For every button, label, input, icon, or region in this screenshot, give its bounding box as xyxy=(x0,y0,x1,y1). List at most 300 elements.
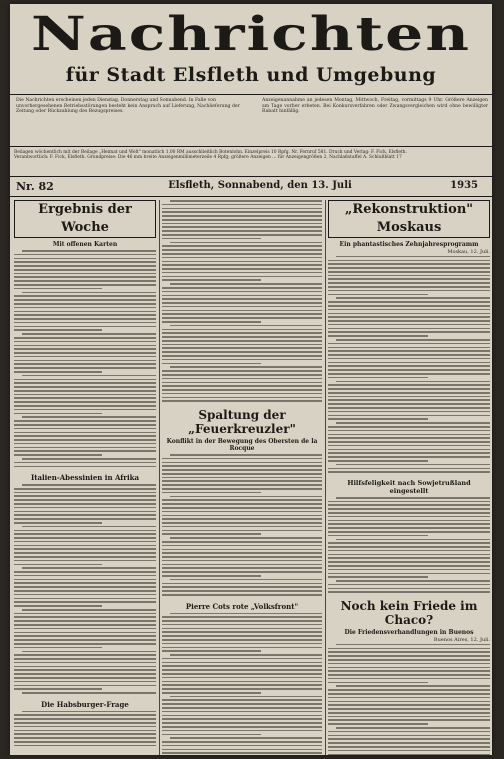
text-line xyxy=(328,712,490,714)
masthead-title: Nachrichten xyxy=(31,6,471,62)
text-line xyxy=(328,565,490,567)
text-line xyxy=(14,647,102,649)
text-line xyxy=(328,354,490,356)
newspaper-page xyxy=(10,4,492,755)
text-line xyxy=(14,745,156,747)
text-line xyxy=(14,329,102,331)
publisher-band-line: Verantwortlich: F. Fick, Elsfleth. Grundpreise: Die 46 mm breite Anzeigenmillimeterzeile 4 Rpfg; größere Anzeigen ... für Anzeigengrößen 2, Nachlaßstaffel A. Schlußblatt 17 xyxy=(14,155,402,161)
text-line xyxy=(14,586,156,588)
text-line xyxy=(328,309,490,311)
text-line xyxy=(162,488,322,490)
text-line xyxy=(162,590,322,592)
text-line xyxy=(14,624,156,626)
text-line xyxy=(162,279,261,281)
text-line xyxy=(328,305,490,307)
text-line xyxy=(162,620,322,622)
text-line xyxy=(14,326,156,328)
text-line xyxy=(14,575,156,577)
text-line xyxy=(162,306,322,308)
text-line xyxy=(170,696,322,698)
masthead-subtitle: für Stadt Elsfleth und Umgebung xyxy=(65,64,437,86)
text-line xyxy=(14,265,156,267)
text-line xyxy=(328,290,490,292)
section-heading: Pierre Cots rote „Volksfront" xyxy=(185,601,299,611)
text-line xyxy=(328,735,490,737)
text-line xyxy=(328,399,490,401)
text-line xyxy=(14,635,156,637)
article-body xyxy=(162,613,322,756)
text-line xyxy=(328,365,490,367)
text-line xyxy=(170,496,322,498)
text-line xyxy=(162,310,322,312)
text-line xyxy=(162,287,322,289)
text-line xyxy=(14,722,156,724)
article-body xyxy=(328,256,490,473)
text-line xyxy=(14,533,156,535)
text-line xyxy=(328,746,490,748)
text-line xyxy=(328,347,490,349)
text-line xyxy=(328,738,490,740)
text-line xyxy=(328,388,490,390)
text-line xyxy=(14,295,156,297)
article-body xyxy=(328,644,490,755)
text-line xyxy=(162,253,322,255)
section-heading: Hilfsfeligkeit nach Sowjetrußland eingestellt xyxy=(347,478,471,495)
text-line xyxy=(162,718,322,720)
text-line xyxy=(14,688,102,690)
text-line xyxy=(162,272,322,274)
text-line xyxy=(328,557,490,559)
text-line xyxy=(328,655,490,657)
article-body xyxy=(14,250,156,467)
text-line xyxy=(162,511,322,513)
text-line xyxy=(162,355,322,357)
text-line xyxy=(14,386,156,388)
text-line xyxy=(14,714,156,716)
text-line xyxy=(328,697,490,699)
text-line xyxy=(328,754,490,756)
text-line xyxy=(162,264,322,266)
text-line xyxy=(162,249,322,251)
text-line xyxy=(14,337,156,339)
text-line xyxy=(162,681,322,683)
text-line xyxy=(328,415,490,417)
text-line xyxy=(170,242,322,244)
text-line xyxy=(14,382,156,384)
text-line xyxy=(162,658,322,660)
text-line xyxy=(14,367,156,369)
text-line xyxy=(162,234,322,236)
text-line xyxy=(328,670,490,672)
text-line xyxy=(328,350,490,352)
section-heading: Die Habsburger-Frage xyxy=(41,699,129,709)
text-line xyxy=(162,295,322,297)
text-line xyxy=(162,238,261,240)
text-line xyxy=(162,722,322,724)
text-line xyxy=(14,348,156,350)
text-line xyxy=(162,363,261,365)
text-line xyxy=(14,345,156,347)
text-line xyxy=(14,439,156,441)
text-line xyxy=(162,268,322,270)
text-line xyxy=(14,518,156,520)
imprint-left: Die Nachrichten erscheinen jeden Dienstag, Donnerstag und Sonnabend. In Falle von unvorhergesehenen Betriebsstörungen besteht kein Anspruch auf Lieferung, Nachlieferung der Zeitung oder Rückzahlung des Bezugspreises. xyxy=(16,98,240,115)
text-line xyxy=(22,484,156,486)
issue-year: 1935 xyxy=(450,180,478,191)
text-line xyxy=(22,651,156,653)
text-line xyxy=(162,477,322,479)
text-line xyxy=(162,336,322,338)
section-heading: Italien-Abessinien in Afrika xyxy=(30,473,140,483)
text-line xyxy=(14,628,156,630)
text-line xyxy=(14,530,156,532)
column-3-headline: „Rekonstruktion" Moskaus xyxy=(328,200,490,238)
text-line xyxy=(162,715,322,717)
text-line xyxy=(170,325,322,327)
text-line xyxy=(14,401,156,403)
text-line xyxy=(14,311,156,313)
text-line xyxy=(328,648,490,650)
text-line xyxy=(328,561,490,563)
text-line xyxy=(14,673,156,675)
text-line xyxy=(14,273,156,275)
text-line xyxy=(162,692,261,694)
text-line xyxy=(328,542,490,544)
text-line xyxy=(162,677,322,679)
column-1-byline: Mit offenen Karten xyxy=(52,241,118,248)
text-line xyxy=(162,594,322,596)
text-line xyxy=(162,624,322,626)
divider-rule xyxy=(10,94,492,95)
text-line xyxy=(14,276,156,278)
text-line xyxy=(336,464,490,466)
text-line xyxy=(328,320,490,322)
text-line xyxy=(14,409,156,411)
text-line xyxy=(14,394,156,396)
text-line xyxy=(162,684,322,686)
text-line xyxy=(162,662,322,664)
text-line xyxy=(328,531,490,533)
text-line xyxy=(328,535,428,537)
text-line xyxy=(170,654,322,656)
article-subhead: Die Friedensverhandlungen in Buenos xyxy=(344,629,474,637)
text-line xyxy=(14,424,156,426)
text-line xyxy=(162,545,322,547)
text-line xyxy=(14,552,156,554)
column-rule xyxy=(159,200,160,755)
text-line xyxy=(162,462,322,464)
text-line xyxy=(14,466,156,468)
text-line xyxy=(162,639,322,641)
text-line xyxy=(162,344,322,346)
text-line xyxy=(170,283,322,285)
divider-rule xyxy=(10,196,492,197)
text-line xyxy=(328,674,490,676)
text-line xyxy=(14,613,156,615)
text-line xyxy=(162,374,322,376)
text-line xyxy=(14,356,156,358)
text-line xyxy=(162,533,261,535)
text-line xyxy=(328,527,490,529)
text-line xyxy=(162,699,322,701)
text-line xyxy=(162,332,322,334)
text-line xyxy=(162,726,322,728)
text-line xyxy=(328,468,490,470)
publisher-band-line: Beilagen wöchentlich mit der Beilage „Heimat und Welt" monatlich 1.00 RM ausschließlich Botenlohn. Einzelpreis 10 Rpfg. Nr. Fernruf 581. Druck und Verlag: F. Fick, Elsfleth. xyxy=(14,150,407,155)
column-rule xyxy=(325,200,326,755)
text-line xyxy=(162,650,261,652)
text-line xyxy=(328,591,490,593)
text-line xyxy=(162,499,322,501)
text-line xyxy=(162,389,322,391)
text-line xyxy=(162,522,322,524)
text-line xyxy=(22,292,156,294)
text-line xyxy=(162,673,322,675)
text-line xyxy=(328,426,490,428)
text-line xyxy=(162,745,322,747)
text-line xyxy=(14,363,156,365)
text-line xyxy=(14,254,156,256)
text-line xyxy=(162,503,322,505)
text-line xyxy=(162,291,322,293)
text-line xyxy=(14,322,156,324)
text-line xyxy=(162,564,322,566)
text-line xyxy=(170,579,322,581)
divider-rule xyxy=(10,146,492,147)
article-headline: Spaltung der „Feuerkreuzler" xyxy=(188,408,296,436)
article-body xyxy=(14,484,156,694)
text-line xyxy=(14,507,156,509)
text-line xyxy=(162,340,322,342)
text-line xyxy=(14,503,156,505)
text-line xyxy=(328,358,490,360)
text-line xyxy=(328,286,490,288)
text-line xyxy=(14,605,102,607)
text-line xyxy=(328,316,490,318)
text-line xyxy=(170,454,322,456)
text-line xyxy=(14,741,156,743)
text-line xyxy=(328,523,490,525)
text-line xyxy=(162,526,322,528)
text-line xyxy=(14,632,156,634)
text-line xyxy=(14,582,156,584)
text-line xyxy=(328,512,490,514)
divider-rule xyxy=(10,176,492,177)
text-line xyxy=(14,541,156,543)
text-line xyxy=(162,351,322,353)
article-body xyxy=(328,497,490,593)
text-line xyxy=(328,516,490,518)
text-line xyxy=(14,737,156,739)
text-line xyxy=(328,324,490,326)
text-line xyxy=(162,211,322,213)
text-line xyxy=(162,707,322,709)
text-line xyxy=(14,677,156,679)
text-line xyxy=(14,314,156,316)
text-line xyxy=(14,590,156,592)
text-line xyxy=(328,689,490,691)
text-line xyxy=(14,360,156,362)
text-line xyxy=(14,450,156,452)
text-line xyxy=(14,454,102,456)
text-line xyxy=(328,441,490,443)
text-line xyxy=(14,556,156,558)
text-line xyxy=(328,588,490,590)
text-line xyxy=(14,390,156,392)
text-line xyxy=(14,413,102,415)
text-line xyxy=(14,514,156,516)
text-line xyxy=(162,665,322,667)
text-line xyxy=(162,204,322,206)
text-line xyxy=(328,678,490,680)
text-line xyxy=(162,492,261,494)
text-line xyxy=(162,730,322,732)
text-line xyxy=(14,522,102,524)
text-line xyxy=(162,688,322,690)
text-line xyxy=(336,644,490,646)
text-line xyxy=(328,369,490,371)
text-line xyxy=(328,471,490,473)
text-line xyxy=(336,727,490,729)
text-line xyxy=(14,269,156,271)
text-line xyxy=(328,294,428,296)
text-line xyxy=(162,711,322,713)
text-line xyxy=(162,507,322,509)
text-line xyxy=(14,733,156,735)
text-line xyxy=(162,208,322,210)
text-line xyxy=(328,569,490,571)
text-line xyxy=(14,620,156,622)
text-line xyxy=(328,377,428,379)
text-line xyxy=(328,659,490,661)
text-line xyxy=(162,245,322,247)
text-line xyxy=(162,669,322,671)
text-line xyxy=(14,537,156,539)
text-line xyxy=(162,298,322,300)
text-line xyxy=(14,685,156,687)
text-line xyxy=(14,571,156,573)
text-line xyxy=(162,530,322,532)
text-line xyxy=(14,499,156,501)
text-line xyxy=(162,631,322,633)
text-line xyxy=(162,359,322,361)
text-line xyxy=(162,302,322,304)
text-line xyxy=(14,443,156,445)
text-line xyxy=(328,331,490,333)
text-line xyxy=(14,560,156,562)
text-line xyxy=(14,564,102,566)
text-line xyxy=(22,609,156,611)
text-line xyxy=(22,711,156,713)
text-line xyxy=(162,321,261,323)
text-line xyxy=(328,719,490,721)
text-line xyxy=(162,382,322,384)
text-line xyxy=(14,598,156,600)
text-line xyxy=(14,511,156,513)
text-line xyxy=(22,692,156,694)
text-line xyxy=(14,616,156,618)
text-line xyxy=(328,452,490,454)
column-3-subhead: Ein phantastisches Zehnjahresprogramm xyxy=(339,241,479,248)
text-line xyxy=(162,647,322,649)
text-line xyxy=(14,318,156,320)
text-line xyxy=(328,437,490,439)
text-line xyxy=(336,256,490,258)
text-line xyxy=(14,669,156,671)
text-line xyxy=(328,278,490,280)
text-line xyxy=(14,371,102,373)
text-line xyxy=(162,226,322,228)
text-line xyxy=(162,223,322,225)
text-line xyxy=(14,288,102,290)
article-body xyxy=(162,454,322,596)
text-line xyxy=(162,473,322,475)
text-line xyxy=(14,299,156,301)
text-line xyxy=(328,328,490,330)
text-line xyxy=(162,257,322,259)
issue-date: Elsfleth, Sonnabend, den 13. Juli xyxy=(168,180,352,191)
article-dateline: Buenos Aires, 12. Juli. xyxy=(433,637,490,644)
text-line xyxy=(162,261,322,263)
column-1 xyxy=(14,200,156,755)
text-line xyxy=(328,343,490,345)
text-line xyxy=(162,567,322,569)
text-line xyxy=(162,575,261,577)
text-line xyxy=(328,750,490,752)
text-line xyxy=(328,335,428,337)
text-line xyxy=(162,458,322,460)
text-line xyxy=(328,667,490,669)
text-line xyxy=(162,586,322,588)
text-line xyxy=(22,567,156,569)
column-3 xyxy=(328,200,490,755)
text-line xyxy=(162,549,322,551)
text-line xyxy=(14,639,156,641)
text-line xyxy=(162,397,322,399)
text-line xyxy=(162,741,322,743)
text-line xyxy=(162,215,322,217)
text-line xyxy=(170,613,322,615)
text-line xyxy=(162,329,322,331)
text-line xyxy=(336,497,490,499)
text-line xyxy=(328,550,490,552)
text-line xyxy=(162,480,322,482)
text-line xyxy=(328,267,490,269)
article-dateline: Moskau, 12. Juli. xyxy=(447,249,490,255)
text-line xyxy=(162,628,322,630)
text-line xyxy=(14,258,156,260)
text-line xyxy=(328,508,490,510)
text-line xyxy=(328,520,490,522)
text-line xyxy=(14,495,156,497)
text-line xyxy=(162,393,322,395)
text-line xyxy=(328,682,428,684)
text-line xyxy=(14,658,156,660)
text-line xyxy=(328,275,490,277)
imprint-right: Anzeigenannahme an jedesen Montag, Mittwoch, Freitag, vormittags 9 Uhr. Größere Anzeigen am Tage vorher erbeten. Bei Konkursverfahren oder Zwangsvergleichen wird ohne bewilligter Rabatt hinfällig. xyxy=(262,98,488,115)
text-line xyxy=(328,663,490,665)
text-line xyxy=(328,411,490,413)
text-line xyxy=(328,407,490,409)
issue-number: Nr. 82 xyxy=(16,180,54,193)
text-line xyxy=(336,339,490,341)
text-line xyxy=(162,556,322,558)
text-line xyxy=(14,730,156,732)
text-line xyxy=(162,347,322,349)
text-line xyxy=(162,469,322,471)
text-line xyxy=(14,303,156,305)
text-line xyxy=(336,580,490,582)
